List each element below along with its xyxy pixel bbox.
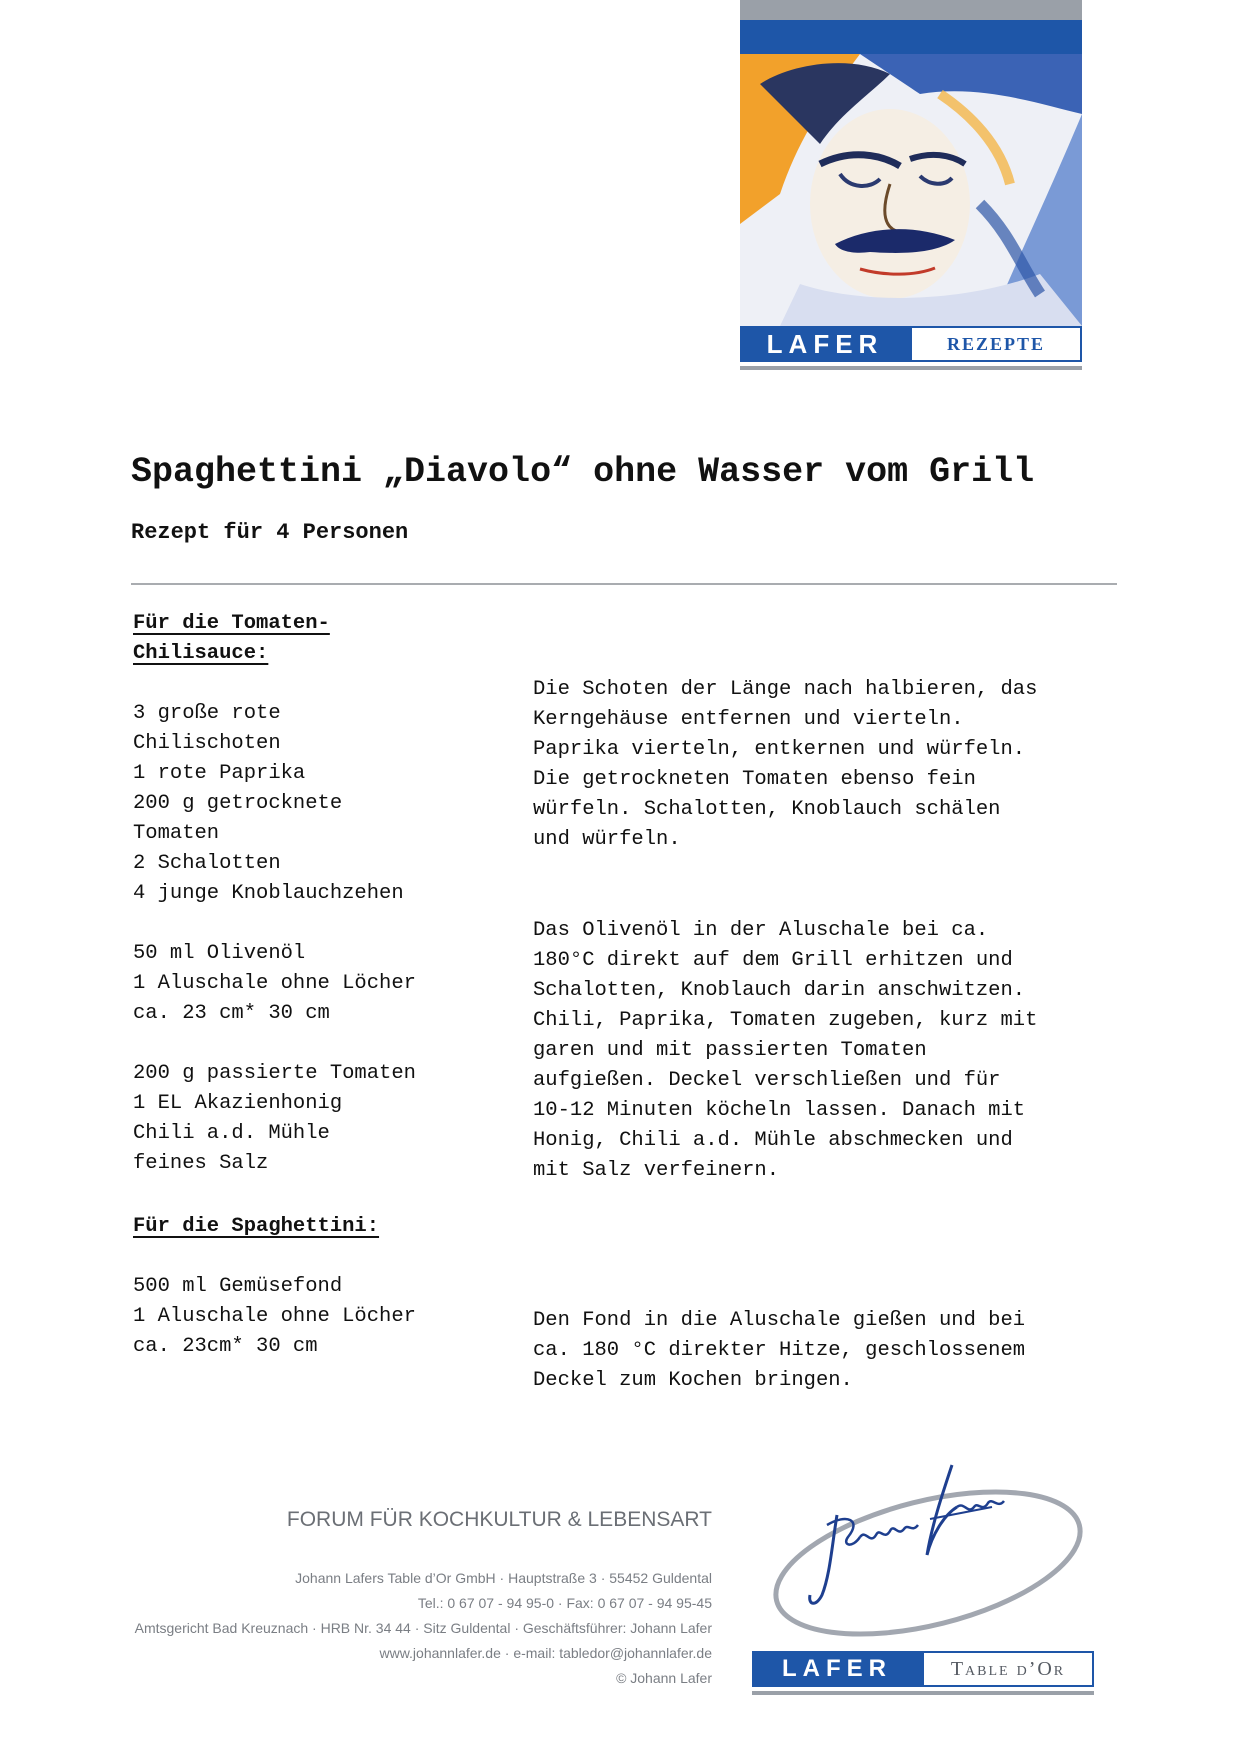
instruction-line: Chili, Paprika, Tomaten zugeben, kurz mit [533, 1009, 1038, 1032]
recipe-subtitle: Rezept für 4 Personen [131, 520, 409, 545]
ingredient-item: 2 Schalotten [133, 852, 281, 875]
ingredient-item: 200 g getrocknete [133, 792, 343, 815]
footer-logo-underline [752, 1691, 1094, 1695]
ingredient-item: 1 Aluschale ohne Löcher [133, 972, 416, 995]
instruction-line: mit Salz verfeinern. [533, 1159, 780, 1182]
ingredient-list-b [133, 939, 416, 1029]
logo-band [740, 326, 1082, 362]
ingredient-item: 4 junge Knoblauchzehen [133, 882, 404, 905]
footer-web[interactable]: www.johannlafer.de · e-mail: tabledor@johannlafer.de [379, 1645, 712, 1661]
logo-rezepte-text: REZEPTE [946, 334, 1046, 354]
instruction-line: garen und mit passierten Tomaten [533, 1039, 927, 1062]
instruction-line: aufgießen. Deckel verschließen und für [533, 1069, 1001, 1092]
ingredient-item: 500 ml Gemüsefond [133, 1275, 343, 1298]
instruction-line: Paprika vierteln, entkernen und würfeln. [533, 738, 1026, 761]
logo-lafer-text: LAFER [766, 329, 884, 359]
logo-blue-bar [740, 20, 1082, 54]
ingredient-item: 1 Aluschale ohne Löcher [133, 1305, 416, 1328]
instruction-line: 180°C direkt auf dem Grill erhitzen und [533, 949, 1013, 972]
instruction-line: Den Fond in die Aluschale gießen und bei [533, 1309, 1026, 1332]
ingredient-item: 1 EL Akazienhonig [133, 1092, 343, 1115]
instruction-line: ca. 180 °C direkter Hitze, geschlossenem [533, 1339, 1026, 1362]
ingredient-item: 50 ml Olivenöl [133, 942, 306, 965]
ingredient-item: Chili a.d. Mühle [133, 1122, 330, 1145]
ingredient-list-a [133, 699, 404, 909]
section1-heading-line2: Chilisauce: [133, 642, 269, 665]
footer-slogan: FORUM FÜR KOCHKULTUR & LEBENSART [286, 1508, 712, 1531]
footer-logo [752, 1445, 1094, 1695]
logo-underline [740, 366, 1082, 370]
recipe-title: Spaghettini „Diavolo“ ohne Wasser vom Grill [131, 452, 1035, 492]
instruction-line: Kerngehäuse entfernen und vierteln. [533, 708, 964, 731]
ingredient-item: Chilischoten [133, 732, 281, 755]
ingredient-item: ca. 23 cm* 30 cm [133, 1002, 330, 1025]
ingredient-list-c [133, 1059, 416, 1179]
chef-portrait-painting-icon [740, 54, 1082, 326]
section2-heading: Für die Spaghettini: [133, 1215, 380, 1238]
ingredient-list-spaghettini [133, 1272, 416, 1362]
instruction-line: Honig, Chili a.d. Mühle abschmecken und [533, 1129, 1013, 1152]
section1-heading-line1: Für die Tomaten- [133, 612, 330, 635]
footer-address: Johann Lafers Table d’Or GmbH · Hauptstraße 3 · 55452 Guldental [295, 1570, 712, 1586]
logo-grey-bar [740, 0, 1082, 20]
footer-logo-lafer-text: LAFER [782, 1655, 892, 1682]
instruction-step-3 [533, 1306, 1025, 1396]
ingredient-item: 1 rote Paprika [133, 762, 306, 785]
ingredient-item: 3 große rote [133, 702, 281, 725]
ingredient-item: Tomaten [133, 822, 220, 845]
handwritten-signature-icon [752, 1445, 1094, 1651]
footer-phone: Tel.: 0 67 07 - 94 95-0 · Fax: 0 67 07 - 94 95-45 [417, 1595, 712, 1611]
ingredient-item: feines Salz [133, 1152, 269, 1175]
instruction-step-1 [533, 675, 1037, 855]
footer-logo-tabledor-text: Table d’Or [950, 1658, 1066, 1680]
footer-logo-band [752, 1651, 1094, 1687]
divider [131, 583, 1117, 585]
instruction-line: Schalotten, Knoblauch darin anschwitzen. [533, 979, 1026, 1002]
instruction-line: Deckel zum Kochen bringen. [533, 1369, 853, 1392]
header-logo [740, 0, 1082, 372]
ingredient-item: 200 g passierte Tomaten [133, 1062, 416, 1085]
ingredient-item: ca. 23cm* 30 cm [133, 1335, 318, 1358]
instruction-line: Die Schoten der Länge nach halbieren, das [533, 678, 1038, 701]
instruction-line: und würfeln. [533, 828, 681, 851]
footer-copyright: © Johann Lafer [616, 1670, 712, 1686]
footer-register: Amtsgericht Bad Kreuznach · HRB Nr. 34 44 · Sitz Guldental · Geschäftsführer: Johann Lafer [134, 1620, 712, 1636]
instruction-line: 10-12 Minuten köcheln lassen. Danach mit [533, 1099, 1026, 1122]
instruction-step-2 [533, 916, 1037, 1186]
instruction-line: würfeln. Schalotten, Knoblauch schälen [533, 798, 1001, 821]
instruction-line: Die getrockneten Tomaten ebenso fein [533, 768, 976, 791]
instruction-line: Das Olivenöl in der Aluschale bei ca. [533, 919, 989, 942]
